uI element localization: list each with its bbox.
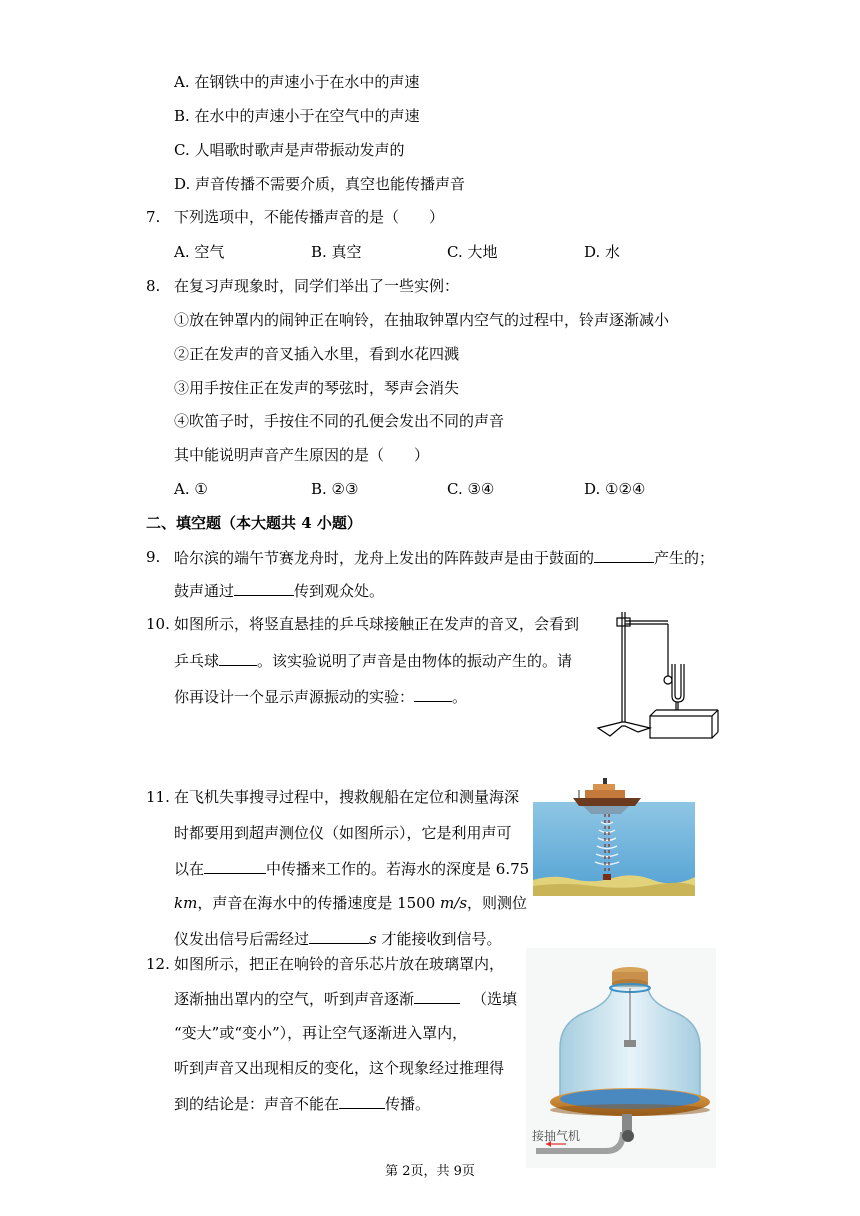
q11-unit-s: s (369, 930, 377, 948)
q10-text-3a: 你再设计一个显示声源振动的实验： (174, 688, 415, 706)
q11-number: 11. (146, 788, 170, 806)
q10-line-1: 如图所示，将竖直悬挂的乒乓球接触正在发声的音叉，会看到 (174, 615, 580, 633)
sonar-ship-figure (533, 776, 695, 896)
q8-question: 其中能说明声音产生原因的是（ ） (174, 446, 430, 464)
q8-option-a: A. ① (174, 480, 208, 498)
q11-unit-km: km (174, 894, 198, 912)
q10-text-2a: 乒乓球 (174, 652, 220, 670)
q12-blank-1[interactable] (414, 988, 460, 1004)
q11-text-4b: ，声音在海水中的传播速度是 1500 (197, 894, 441, 912)
q6-option-c: C. 人唱歌时歌声是声带振动发声的 (174, 141, 405, 159)
q12-line-3: “变大”或“变小”），再让空气逐渐进入罩内， (174, 1024, 468, 1042)
q8-item-1: ①放在钟罩内的闹钟正在响铃，在抽取钟罩内空气的过程中，铃声逐渐减小 (174, 311, 670, 329)
q8-item-4: ④吹笛子时，手按住不同的孔便会发出不同的声音 (174, 412, 505, 430)
q6-option-b: B. 在水中的声速小于在空气中的声速 (174, 107, 420, 125)
q11-line-4 (174, 893, 527, 913)
q8-text: 在复习声现象时，同学们举出了一些实例： (174, 277, 460, 295)
q11-text-4d: ，则测位 (467, 894, 528, 912)
pump-label: 接抽气机 (532, 1129, 581, 1143)
q12-line-4: 听到声音又出现相反的变化，这个现象经过推理得 (174, 1059, 505, 1077)
q9-line-2 (174, 580, 384, 601)
q7-text: 下列选项中，不能传播声音的是（ ） (174, 208, 445, 226)
q12-text-2b: （选填 (472, 990, 518, 1008)
q11-text-5a: 仪发出信号后需经过 (174, 930, 310, 948)
q12-blank-2[interactable] (339, 1093, 385, 1109)
q9-blank-2[interactable] (234, 580, 294, 596)
q11-text-3a: 以在 (174, 860, 205, 878)
q12-number: 12. (146, 955, 170, 973)
q12-text-5b: 传播。 (385, 1095, 431, 1113)
q10-blank-2[interactable] (414, 686, 452, 702)
q10-line-3 (174, 686, 467, 707)
q10-text-3b: 。 (452, 688, 468, 706)
q12-line-1: 如图所示，把正在响铃的音乐芯片放在玻璃罩内， (174, 955, 505, 973)
q9-text-2b: 传到观众处。 (294, 582, 385, 600)
q9-text-2a: 鼓声通过 (174, 582, 235, 600)
q7-option-a: A. 空气 (174, 243, 225, 261)
q12-text-2a: 逐渐抽出罩内的空气，听到声音逐渐 (174, 990, 415, 1008)
q8-item-2: ②正在发声的音叉插入水里，看到水花四溅 (174, 345, 460, 363)
q7-option-b: B. 真空 (311, 243, 362, 261)
q11-line-5 (174, 928, 502, 949)
q10-line-2 (174, 650, 572, 671)
q11-line-2: 时都要用到超声测位仪（如图所示），它是利用声可 (174, 824, 512, 842)
q7-option-c: C. 大地 (447, 243, 498, 261)
q7-option-d: D. 水 (584, 243, 621, 261)
q8-option-d: D. ①②④ (584, 480, 646, 498)
q11-blank-2[interactable] (309, 928, 369, 944)
q12-text-5a: 到的结论是：声音不能在 (174, 1095, 340, 1113)
q11-unit-ms: m/s (440, 894, 468, 912)
q8-option-b: B. ②③ (311, 480, 359, 498)
q12-line-5 (174, 1093, 430, 1114)
section-2-title: 二、填空题（本大题共 4 小题） (146, 514, 362, 532)
q9-text-1a: 哈尔滨的端午节赛龙舟时，龙舟上发出的阵阵鼓声是由于鼓面的 (174, 549, 595, 567)
q9-line-1 (174, 547, 714, 568)
q10-number: 10. (146, 615, 170, 633)
q9-text-1b: 产生的； (654, 549, 715, 567)
q8-option-c: C. ③④ (447, 480, 495, 498)
q8-number: 8. (146, 277, 161, 295)
q8-item-3: ③用手按住正在发声的琴弦时，琴声会消失 (174, 379, 460, 397)
q11-text-3b: 中传播来工作的。若海水的深度是 6.75 (266, 860, 530, 878)
q10-text-2b: 。该实验说明了声音是由物体的振动产生的。请 (257, 652, 573, 670)
q12-line-2 (174, 988, 517, 1009)
page-footer: 第 2页，共 9页 (385, 1164, 475, 1179)
tuning-fork-figure (592, 604, 720, 744)
q11-blank-1[interactable] (204, 858, 266, 874)
q6-option-d: D. 声音传播不需要介质，真空也能传播声音 (174, 175, 466, 193)
q11-line-3 (174, 858, 529, 879)
q7-number: 7. (146, 208, 161, 226)
q9-number: 9. (146, 548, 161, 566)
q11-line-1: 在飞机失事搜寻过程中，搜救舰船在定位和测量海深 (174, 788, 520, 806)
q6-option-a: A. 在钢铁中的声速小于在水中的声速 (174, 73, 420, 91)
q9-blank-1[interactable] (594, 547, 654, 563)
q10-blank-1[interactable] (219, 650, 257, 666)
q11-text-5c: 才能接收到信号。 (376, 930, 502, 948)
